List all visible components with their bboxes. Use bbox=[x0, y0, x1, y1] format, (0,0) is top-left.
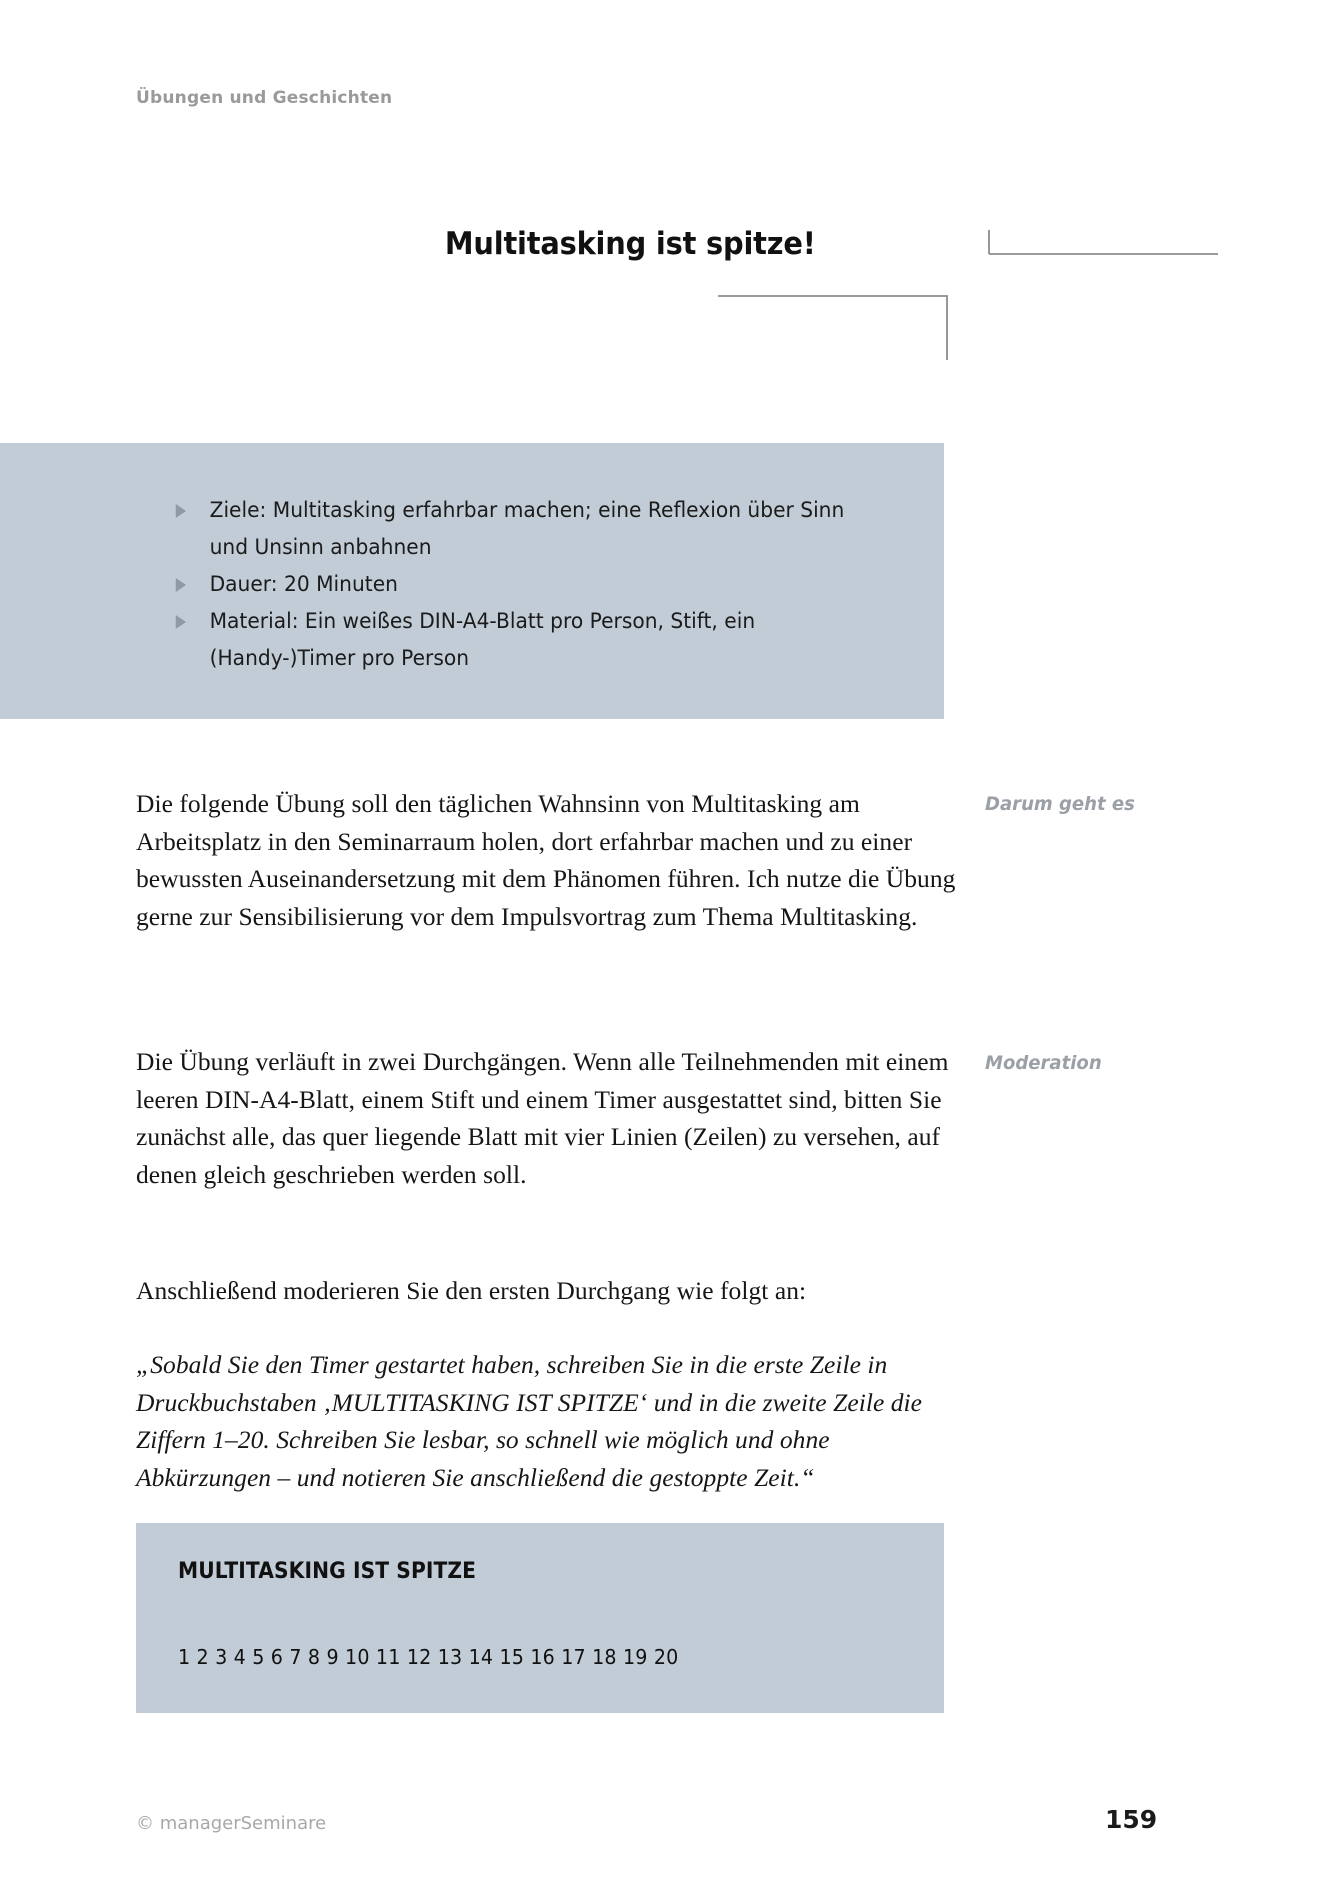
paragraph-block-3 bbox=[136, 1272, 956, 1310]
triangle-bullet-icon bbox=[176, 504, 186, 518]
info-box bbox=[0, 443, 944, 719]
body-paragraph: Anschließend moderieren Sie den ersten Durchgang wie folgt an: bbox=[136, 1276, 807, 1305]
body-paragraph: Die Übung verläuft in zwei Durchgängen. Wenn alle Teilnehmenden mit einem leeren DIN-A4-Blatt, einem Stift und einem Timer ausgestattet sind, bitten Sie zunächst alle, das quer liegende Blatt mit vier Linien (Zeilen) zu versehen, auf denen gleich geschrieben werden soll. bbox=[136, 1047, 949, 1189]
body-quote: „Sobald Sie den Timer gestartet haben, schreiben Sie in die erste Zeile in Druckbuchstaben ‚MULTITASKING IST SPITZE‘ und in die zweite Zeile die Ziffern 1–20. Schreiben Sie lesbar, so schnell wie möglich und ohne Abkürzungen – und notieren Sie anschließend die gestoppte Zeit.“ bbox=[136, 1350, 923, 1492]
triangle-bullet-icon bbox=[176, 578, 186, 592]
running-header: Übungen und Geschichten bbox=[136, 88, 393, 108]
page-title: Multitasking ist spitze! bbox=[445, 226, 816, 262]
triangle-bullet-icon bbox=[176, 615, 186, 629]
paragraph-block-4 bbox=[136, 1346, 956, 1496]
margin-note-darum-geht-es: Darum geht es bbox=[985, 793, 1135, 815]
list-item bbox=[172, 492, 849, 566]
list-item-label: Dauer: 20 Minuten bbox=[209, 572, 398, 597]
example-box-heading: MULTITASKING IST SPITZE bbox=[178, 1559, 477, 1584]
list-item bbox=[172, 603, 849, 677]
margin-note-moderation: Moderation bbox=[985, 1052, 1102, 1074]
example-box-numbers: 1 2 3 4 5 6 7 8 9 10 11 12 13 14 15 16 17 18 19 20 bbox=[178, 1645, 679, 1669]
list-item bbox=[172, 566, 849, 603]
paragraph-block-2 bbox=[136, 1043, 956, 1193]
example-box bbox=[136, 1523, 944, 1713]
footer-copyright: © managerSeminare bbox=[136, 1813, 327, 1834]
info-list bbox=[172, 492, 892, 677]
title-block bbox=[0, 170, 1320, 330]
list-item-label: Material: Ein weißes DIN-A4-Blatt pro Person, Stift, ein (Handy-)Timer pro Person bbox=[209, 609, 756, 671]
paragraph-block-1 bbox=[136, 785, 956, 935]
body-paragraph: Die folgende Übung soll den täglichen Wahnsinn von Multitasking am Arbeitsplatz in den Seminarraum holen, dort erfahrbar machen und zu einer bewussten Auseinandersetzung mit dem Phänomen führen. Ich nutze die Übung gerne zur Sensibilisierung vor dem Impulsvortrag zum Thema Multitasking. bbox=[136, 789, 956, 931]
list-item-label: Ziele: Multitasking erfahrbar machen; eine Reflexion über Sinn und Unsinn anbahnen bbox=[209, 498, 845, 560]
footer-page-number: 159 bbox=[1105, 1805, 1158, 1834]
